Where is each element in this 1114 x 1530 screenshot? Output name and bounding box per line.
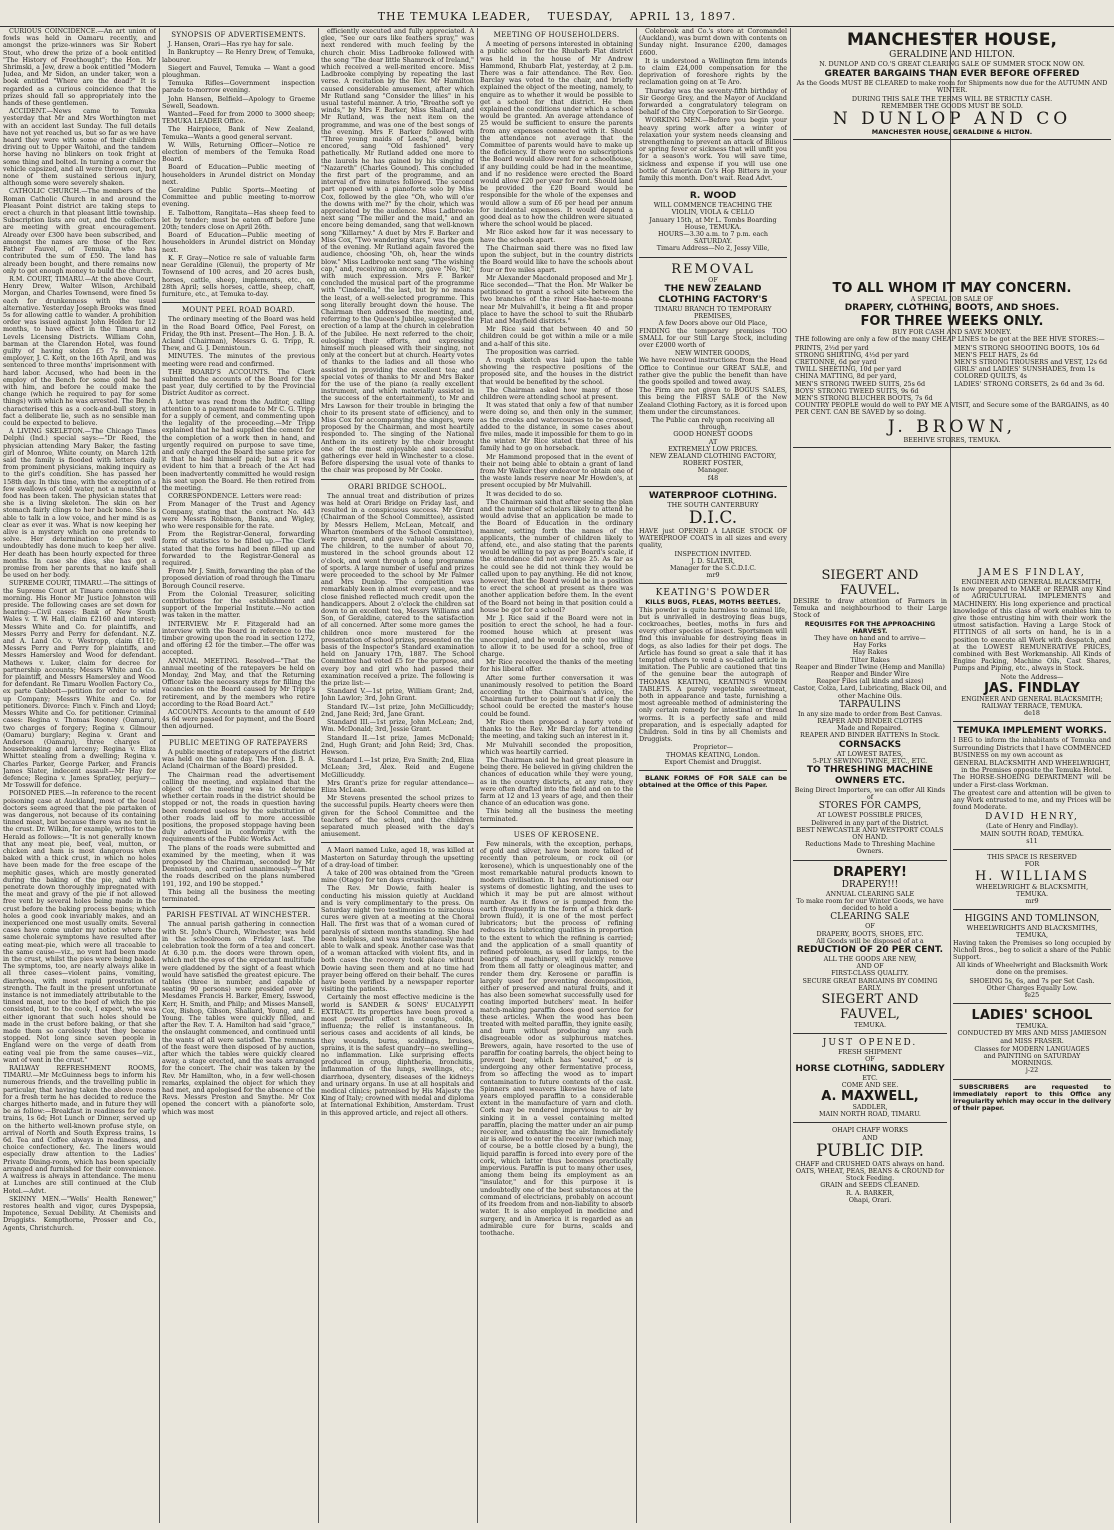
manchester-house-advert <box>793 28 1111 140</box>
implement-greatest: The greatest care and attention will be given to any Work entrusted to me, and my Prices will be found Moderate. <box>953 788 1111 812</box>
concern-intro: THE following are only a few of the many CHEAP LINES to be got at the BEE HIVE STORES:— <box>795 335 1105 344</box>
siegert-stores: STORES FOR CAMPS, <box>818 801 922 812</box>
wood-text: WILL COMMENCE TEACHING THE <box>653 201 773 210</box>
column-7 <box>953 568 1111 1523</box>
waterproof-south: THE SOUTH CANTERBURY <box>667 500 759 509</box>
drapery-title2: DRAPERY!!! <box>841 879 899 890</box>
removal-title: REMOVAL <box>671 261 755 277</box>
siegert-item: Hay Rakes <box>852 648 888 657</box>
masthead-title: THE TEMUKA LEADER, <box>377 10 532 23</box>
dunlop-sub: MANCHESTER HOUSE, GERALDINE & HILTON. <box>871 128 1033 137</box>
article-paragraph: A LIVING SKELETON.—The Chicago Times Delphi (Ind.) special says:—"Dr Reed, the physician attending Mary Baker, the fasting girl of Monroe, White county, on March 12th said the family is flooded with letters daily from prominent physicians, making inquiry as to the girl's condition. She has passed her 158th day. In this time, with the exception of a few swallows of cold water, not a mouthful of food has been taken. The physician states that she is a living skeleton. The skin on her stomach fairly clings to her back bone. She is able to talk in a low voice, and her mind is as clear as ever it was. What is now keeping her alive is a mystery which no one pretends to solve. Her determination to get well undoubtedly has done much to keep her alive. Her death has been hourly expected for three months. In case she dies, she has got a promise from her parents that no knife shall be used on her body. <box>3 427 156 580</box>
findlay-advert <box>953 568 1111 717</box>
synopsis-item: John Hansen, Belfield—Apology to Graeme Sewell, Seadown. <box>162 94 315 110</box>
drapery-new: ALL THE GOODS ARE NEW, <box>823 954 917 963</box>
removal-body2: We have received instructions from the Head Office to Continue our GREAT SALE, and rather give the public the benefit than have the goods spoiled and towed away. <box>639 356 787 386</box>
price-item: MEN'S STRONG SHOOTING BOOTS, 10s 6d <box>954 343 1100 352</box>
higgins-body: Having taken the Premises so long occupied by Nicholl Bros., beg to solicit a share of the Public Support. <box>953 938 1111 961</box>
synopsis-item: K. F. Gray—Notice re sale of valuable farm near Geraldine (Glenui), the property of Mr Townsend of 100 acres, and 20 acres bush, horses, cattle, sheep, implements, etc., on 28th April; sells horses, cattle, sheep, chaff, furniture, etc., at Temuka to-day. <box>162 253 315 298</box>
news-item: Thursday was the seventy-fifth birthday of Sir George Grey, and the Mayor of Auckland forwarded a congratulatory telegram on behalf of the City Corporation to Sir George. <box>639 86 787 117</box>
price-item: COLORED QUILTS, 4s <box>954 372 1027 381</box>
manchester-terms: DURING THIS SALE THE TERMS WILL BE STRICTLY CASH. <box>851 94 1053 103</box>
implement-name: DAVID HENRY, <box>985 812 1079 823</box>
removal-low: EXTREMELY LOW PRICES. <box>668 444 758 453</box>
concern-drapery: DRAPERY, CLOTHING, BOOTS, AND SHOES. <box>844 303 1060 314</box>
maxwell-just: JUST OPENED. <box>822 1038 918 1049</box>
higgins-code: fe25 <box>1024 990 1040 999</box>
article-paragraph: Mr Stevens presented the school prizes to the successful pupils. Hearty cheers were then given for the School Committee and the teachers of the school, and the children separated much pleased with the day's amusement. <box>321 794 474 839</box>
news-item: A take of 200 was obtained from the "Green mine (Otago) for ten days crushing. <box>321 868 474 885</box>
masthead <box>0 10 1114 23</box>
article-paragraph: A public meeting of ratepayers of the district was held on the same day. The Hon. J. B. A. Acland (Chairman of the Board) presided. <box>162 747 315 771</box>
reserved-text: THIS SPACE IS RESERVED <box>987 853 1077 862</box>
removal-public: The Public can rely upon receiving all through, <box>651 415 775 432</box>
school-painting: and PAINTING on SATURDAY <box>983 1051 1081 1060</box>
article-paragraph: The Chairman said there was no fixed law upon the subject, but in the country districts the Board would like to have the schools about four or five miles apart. <box>480 243 633 274</box>
removal-nz: NEW ZEALAND CLOTHING FACTORY, <box>649 451 777 460</box>
implement-body: I BEG to inform the inhabitants of Temuka and Surrounding Districts that I have COMMENCED BUSINESS on my own account as <box>953 736 1111 759</box>
school-title: LADIES' SCHOOL <box>971 1008 1093 1024</box>
dip-body: CHAFF and CRUSHED OATS always on hand. <box>795 1159 945 1168</box>
waterproof-inspection: INSPECTION INVITED. <box>674 549 752 558</box>
news-item: WORKING MEN.—Before you begin your heavy spring work after a winter of relaxation your system needs cleansing and strengthening to prevent an attack of Bilious or spring fever or sickness that will unfit you for a season's work. You will save time, sickness and expense if you will use one bottle of American Co's Hop Bitters in your family this month. Don't wait. Read Advt. <box>639 116 787 183</box>
school-advert <box>953 1008 1111 1074</box>
siegert-coal: BEST NEWCASTLE AND WESTPORT COALS ON HAND. <box>796 825 944 842</box>
wood-address: Timaru Address—No 2, Jessy Ville, <box>656 244 770 253</box>
article-paragraph: From Mr J. Smith, forwarding the plan of the proposed deviation of road through the Timaru Borough Council reserve. <box>162 567 315 590</box>
article-paragraph: Mr Mulvahill seconded the proposition, which was heartily carried. <box>480 740 633 756</box>
drapery-and: AND OF <box>856 962 884 971</box>
beehive-stores: BEEHIVE STORES, TEMUKA. <box>903 435 1001 444</box>
article-paragraph: From the Registrar-General, forwarding form of statistics to be filled up.—The Clerk stated that the forms had been filled up and forwarded to the Registrar-General as required. <box>162 530 315 568</box>
siegert-delivered: Delivered in any part of the District. <box>811 818 929 827</box>
drapery-title: DRAPERY! <box>833 864 907 880</box>
siegert-title: SIEGERT AND FAUVEL. <box>821 568 919 598</box>
article-paragraph: MINUTES. The minutes of the previous meeting were read and confirmed. <box>162 352 315 368</box>
waterproof-manager: Manager for the S.C.D.I.C. <box>669 563 757 572</box>
drapery-temuka: TEMUKA. <box>853 1020 887 1029</box>
siegert-hand: They have on hand and to arrive— <box>814 634 926 643</box>
article-paragraph: After some further conversation it was unanimously resolved to petition the Board according to the Chairman's advice, the Chairman further to point out that if only the school could be erected the master's house could be found. <box>480 673 633 718</box>
findlay-role: ENGINEER AND GENERAL BLACKSMITH, <box>961 578 1103 586</box>
removal-code: f48 <box>707 473 719 482</box>
removal-advert <box>639 262 787 482</box>
prize-list-item: Mrs Grant's prize for regular attendance—Eliza McLean. <box>321 778 474 794</box>
concern-country: COUNTRY PEOPLE would do well to PAY ME A VISIT, and Secure some of the BARGAINS, as 40 PER CENT. CAN BE SAVED by so doing. <box>795 401 1109 417</box>
waterproof-body: HAVE just OPENED A LARGE STOCK OF WATERPROOF COATS in all sizes and every quality, <box>639 526 787 550</box>
removal-of: OF <box>708 275 718 284</box>
synopsis-item: W. Wills, Returning Officer—Notice re election of members of the Temuka Road Board. <box>162 140 315 164</box>
column-3 <box>321 28 474 1523</box>
column-6 <box>793 28 1111 278</box>
article-paragraph: Mr Rice then proposed a hearty vote of thanks to the Rev. Mr Barclay for attending the meeting, and taking such an interest in it. <box>480 717 633 741</box>
wood-date: January 15th, at Mr L. Tombs Boarding House, TEMUKA. <box>649 215 777 231</box>
maxwell-fresh: FRESH SHIPMENT <box>838 1048 902 1057</box>
school-classes: Classes for MODERN LANGUAGES <box>974 1044 1090 1053</box>
manchester-sub: GERALDINE AND HILTON. <box>889 50 1015 60</box>
manchester-body: N. DUNLOP AND CO.'S GREAT CLEARING SALE OF SUMMER STOCK NOW ON. <box>819 60 1085 68</box>
siegert-body: DESIRE to draw attention of Farmers in Temuka and neighbourhood to their Large Stock of <box>793 597 947 620</box>
price-item: MEN'S FELT HATS, 2s 6d <box>954 350 1038 359</box>
williams-name: H. WILLIAMS <box>974 868 1090 884</box>
drapery-sf: SIEGERT AND FAUVEL, <box>821 991 919 1022</box>
article-paragraph: This being all the business the meeting terminated. <box>162 887 315 903</box>
article-paragraph: THE BOARD'S ACCOUNTS. The Clerk submitted the accounts of the Board for the past year, duly certified to by the Provincial District Auditor as correct. <box>162 367 315 398</box>
subscribers-notice: SUBSCRIBERS are requested to immediately report to this Office any irregularity which may occur in the delivery of their paper. <box>953 1082 1111 1113</box>
siegert-reduction: Reductions Made to Threshing Machine Owners. <box>805 840 935 856</box>
keating-sub: KILLS BUGS, FLEAS, MOTHS BEETLES. <box>645 598 781 607</box>
article-paragraph: RAILWAY REFRESHMENT ROOMS, TIMARU.—Mr McGuinness begs to inform his numerous friends, and the travelling public in particular, that having taken the above rooms for a fresh term he has decided to reduce the charges hitherto made, and in future they will be as follow:—Breakfast in readiness for early trains, 1s 6d; Hot Lunch or Dinner, served up on the hitherto well-known profuse style, on arrival of North and South Express trains, 1s 6d. Tea and Coffee always in readiness, and choice confectionery, &c. The liners would especially draw attention to the Ladies' Private Dining-room, which has been specially arranged and furnished for their convenience. A waitress is always in attendance. The menu at Lunches are still continued at the Club Hotel.—Advt. <box>3 1064 156 1195</box>
drapery-secure: SECURE GREAT BARGAINS BY COMING EARLY. <box>802 976 938 992</box>
column-5 <box>639 28 787 1523</box>
maxwell-name: A. MAXWELL, <box>821 1088 919 1104</box>
siegert-item: Reaper and Binder Wire <box>830 670 910 679</box>
column-2 <box>162 28 315 1523</box>
news-item: The Rev. Mr Dowie, faith healer is conducting his mission quietly at Auckland and is very complimentary to the press. On Saturday night two testimonies to miraculous cures were given at a meeting at the Choral Hall. The first was that of a woman cured of paralysis of sixteen months standing. She had been helpless, and was instantaneously made able to walk and speak. Another case was that of a woman attacked with violent fits, and in both cases the recovery took place without Dowie having seen them and at no time had prayer being offered on their behalf. The cures have been verified by a newspaper reporter visiting the patients. <box>321 884 474 994</box>
column-6-lower <box>793 568 947 1523</box>
section-heading: PARISH FESTIVAL AT WINCHESTER. <box>166 911 311 920</box>
article-paragraph: It was decided to do so. <box>486 489 563 498</box>
keating-export: Export Chemist and Druggist. <box>664 757 762 766</box>
prize-list-item: Standard III.—1st prize, John McLean; 2nd, Wm. McDonald; 3rd, Jessie Grant. <box>321 718 474 734</box>
article-paragraph: SUPREME COURT, TIMARU.—The sittings of the Supreme Court at Timaru commence this morning. His Honor Mr Justice Johnston will preside. The following cases are set down for hearing:—Civil cases: Bank of New South Wales v. T. W. Hall, claim £2160 and interest; Messrs White and Co. for plaintiffs, and Messrs Perry and Perry for defendant. N.Z. and A. Land Co. v. Westropp, claim £110; Messrs Perry and Perry for plaintiffs, and Messrs Hamersley and Wood for defendant. Mathews v. Luker, claim for decree for partnership accounts; Messrs White and Co. for plaintiff, and Messrs Hamersley and Wood for defendant. Re Timaru Woollen Factory Co., ex parte Gabbott—petition for order to wind up Company; Messrs White and Co. for petitioners. Divorce: Finch v. Finch and Lloyd; Messrs White and Co. for petitioner. Criminal cases: Regina v. Thomas Rooney (Oamaru), two charges of forgery; Regina v. Gilmour (Oamaru) burglary; Regina v. Grant and Anderson (Oamaru), three charges of housebreaking and larceny; Regina v. Eliza Whittet stealing from a dwelling; Regina v. Charles Parker, George Parker, and Francis James Slater, indecent assault—Mr Hay for defence; Regina v. James Spratley, perjury—Mr Tosswill for defence. <box>3 579 156 790</box>
dip-advert <box>793 1127 947 1204</box>
column-6-concern <box>793 278 1111 568</box>
removal-body: FINDING the temporary premises TOO SMALL for our Still Large Stock, including over £2000 worth of <box>639 326 787 349</box>
section-heading: MOUNT PEEL ROAD BOARD. <box>181 306 296 315</box>
article-paragraph: ACCOUNTS. Accounts to the amount of £49 4s 6d were passed for payment, and the Board then adjourned. <box>162 708 315 731</box>
removal-honest: GOOD HONEST GOODS <box>673 430 753 439</box>
williams-advert <box>953 854 1111 905</box>
prize-list-item: Standard I.—1st prize, Eva Smith; 2nd, Eliza McLean; 3rd, Alex. Reid and Eugene McGillicuddy. <box>321 756 474 779</box>
waterproof-title: WATERPROOF CLOTHING. <box>648 490 778 501</box>
article-paragraph: INTERVIEW. Mr F. Fitzgerald had an interview with the Board in reference to the timber growing upon the road in section 1272, and offering £2 for the timber.—The offer was accepted. <box>162 619 315 657</box>
drapery-annual: ANNUAL CLEARING SALE <box>825 889 915 898</box>
keating-title: KEATING'S POWDER <box>655 588 771 599</box>
article-paragraph: This being all the business the meeting terminated. <box>480 807 633 823</box>
findlay-head: JAMES FINDLAY, <box>978 568 1086 578</box>
article-paragraph: The ordinary meeting of the Board was held in the Road Board Office, Peel Forest, on Friday, the 9th inst. Present—The Hon. J. B. A. Acland (Chairman), Messrs G. G. Tripp, R. Thew, and G. J. Dennistoun. <box>162 315 315 353</box>
price-item: PRINTS, 2½d per yard <box>795 343 869 352</box>
price-item: LADIES' STRONG CORSETS, 2s 6d and 3s 6d. <box>954 379 1105 388</box>
waterproof-advert <box>639 491 787 580</box>
section-heading: MEETING OF HOUSEHOLDERS. <box>493 31 620 39</box>
article-paragraph: The Chairman read the advertisement calling the meeting, and explained that the object of the meeting was to determine whether certain roads in the district should be stopped or not, the roads in question having been rendered useless by the substitution of other roads laid off to more accessible positions, the proposed stoppage having been duly advertised in conformity with the requirements of the Public Works Act. <box>162 770 315 844</box>
article-paragraph: POISONED PIES.—In reference to the recent poisoning case at Auckland, most of the local doctors seem agreed that the pie partaken of was dangerous, not because of its containing tinned meat, but because there was no tent in the crust. Dr. Wilkin, for example, writes to the Herald as follows:—"It is not generally known that any meat pie, beef, veal, mutton, or chicken and ham is most dangerous when baked with a thick crust, in which no holes have been made for the free escape of the mephitic gases, which are mostly generated during the baking of the pie, and which penetrate down thoroughly impregnated with the meat and gravy of the pie if not allowed free vent by several holes being made in the crust before the baking process begins; which holes a good cook invariably makes, and an inexperienced one most usually omits. Several cases have come under my notice where the same choleraic symptoms have resulted after eating meat-pie, which were all traceable to the same cause—viz., no vent had been made in the crust, whilst the pies were being baked. The symptoms, too, are nearly always alike in all three cases—violent pains, vomiting, diarrhoea, with most rapid prostration of strength. The fault in the present unfortunate instance is not immediately attributable to the tinned meat, nor to the beef of which the pie consisted, but to the cook, I expect, who was either ignorant that such holes should be made in the crust before baking, or that she made them so carelessly that they became stopped. Not long since seven people in England were on the verge of death from eating veal pie from the same causes—viz., want of vent in the crust." <box>3 789 156 1064</box>
manchester-title: MANCHESTER HOUSE, <box>847 30 1057 50</box>
higgins-title: HIGGINS AND TOMLINSON, <box>964 914 1100 925</box>
synopsis-item: J. Hansen, Orari—Has rye hay for sale. <box>168 40 294 49</box>
column-1 <box>3 28 156 1523</box>
dip-title: PUBLIC DIP. <box>815 1140 925 1161</box>
prize-list-item: Standard V.—1st prize, William Grant; 2nd, John Lawlor; 3rd, John Grant. <box>321 687 474 703</box>
masthead-rule <box>0 26 1114 27</box>
masthead-date: APRIL 13, 1897. <box>630 10 737 23</box>
siegert-tarpaulins: TARPAULINS <box>839 699 901 710</box>
brown-name: J. BROWN, <box>887 416 1017 437</box>
blank-forms-notice: BLANK FORMS OF FOR SALE can be obtained at the Office of this Paper. <box>639 774 787 790</box>
maxwell-of: OF <box>865 1055 875 1064</box>
removal-manager: Manager. <box>697 466 729 475</box>
implement-general: GENERAL BLACKSMITH AND WHEELWRIGHT, <box>953 759 1111 768</box>
synopsis-item: E. Talbottom, Rangitata—Has sheep feed to let by tender; must be eaten off before June 20th; tenders close on April 26th. <box>162 208 315 232</box>
implement-advert <box>953 726 1111 845</box>
article-paragraph: SKINNY MEN.—"Wells' Health Renewer," restores health and vigor, cures Dyspepsia, Impotence, Sexual Debility. At Chemists and Druggists. Kempthorne, Prosser and Co., Agents, Christchurch. <box>3 1194 156 1232</box>
article-paragraph: Mr J. Rice said if the Board were not in position to erect the school, he had a four-roomed house which at present was unoccupied, and he would be only too willing to allow it to be used for a school, free of charge. <box>480 614 633 659</box>
synopsis-item: Temuka Rifles—Government inspection parade to-morrow evening. <box>162 79 315 95</box>
drapery-all: All Goods will be disposed of at a <box>816 936 924 945</box>
siegert-cornsacks: CORNSACKS <box>838 739 902 750</box>
article-paragraph: ANNUAL MEETING. Resolved—"That the annual meeting of the ratepayers be held on Monday, 2nd May, and that the Returning Officer take the necessary steps for filling the vacancies on the Board caused by Mr Tripp's retirement, and by the members who retire according to the Road Board Act." <box>162 656 315 708</box>
siegert-cloths: REAPER AND BINDER CLOTHS <box>817 717 923 726</box>
siegert-twine: 5-PLY SEWING TWINE, ETC., ETC. <box>812 756 928 765</box>
siegert-advert <box>793 568 947 856</box>
dip-grain: GRAIN and SEEDS CLEANED. <box>820 1181 920 1190</box>
higgins-work: All kinds of Wheelwright and Blacksmith Work done on the premises. <box>956 961 1108 977</box>
article-paragraph: The plans of the roads were submitted and examined by the meeting, when it was proposed by the Chairman, seconded by Mr Dennistoun, and carried unanimously—"That the roads described on the plans numbered 191, 192, and 190 be stopped." <box>162 843 315 888</box>
section-heading: PUBLIC MEETING OF RATEPAYERS <box>169 738 308 747</box>
findlay-role2: ENGINEER AND GENERAL BLACKSMITH; <box>961 694 1103 703</box>
waterproof-code: mr9 <box>706 571 720 580</box>
price-item: MEN'S STRONG TROUSERS and VEST, 12s 6d <box>954 358 1108 367</box>
higgins-shoeing: SHOEING 5s, 6s, and 7s per Set Cash. <box>969 976 1095 985</box>
dip-place: Ohapi, Orari. <box>848 1195 892 1204</box>
article-paragraph: The proposition was carried. <box>486 347 580 356</box>
dunlop-name: N DUNLOP AND CO <box>832 109 1072 130</box>
article-paragraph: CORRESPONDENCE. Letters were read: <box>168 492 302 501</box>
article-paragraph: Mr Rice said that between 40 and 50 children could be got within a mile or a mile and a-half of this site. <box>480 325 633 348</box>
siegert-low2: AT LOWEST POSSIBLE PRICES, <box>817 811 923 820</box>
dip-and: AND <box>862 1133 878 1142</box>
article-paragraph: Mr Alexander Macdonald proposed and Mr J. Rice seconded—"That the Hon. Mr Walker be petitioned to grant a school site between the two branches of the river Hae-hae-te-moana near Mr Mulvahill's, it being a fit and proper place to have the school to suit the Rhubarb Flat and Mayfield districts." <box>480 273 633 325</box>
synopsis-item: Wanted—Feed for from 2000 to 3000 sheep; TEMUKA LEADER Office. <box>162 110 315 126</box>
higgins-advert <box>953 914 1111 999</box>
keating-body: This powder is quite harmless to animal life, but is unrivalled in destroying fleas bugs, cockroaches, beetles, moths in furs and every other species of insect. Sportsmen will find this invaluable for destroying fleas in dogs, as also ladies for their pet dogs. The Article has found so great a sale that it has tempted others to vend a so-called article in imitation. The Public are cautioned that tins of the genuine bear the autograph of THOMAS KEATING, KEATING'S WORM TABLETS. A purely vegetable sweetmeat, both in appearance and taste, furnishing a most agreeable method of administering the only certain remedy for intestinal or thread worms. It is a perfectly safe and mild preparation, and is especially adapted for Children. Sold in tins by all Chemists and Druggists. <box>639 605 787 744</box>
drapery-reduction: REDUCTION OF 20 PER CENT. <box>796 944 944 955</box>
article-paragraph: efficiently executed and fully appreciated. A glee, "See our oars like feathers spray," was next rendered with much feeling by the church choir. Miss Ladbrooke followed with the song "The dear little Shamrock of Ireland," which received a well-merited encore. Miss Ladbrooke complying by repeating the last verse. A recitation by the Rev. Mr Hamilton caused considerable amusement, after which Mr Rutland sang "Consider the lilies" in his usual tasteful manner. A trio, "Breathe soft ye winds," by Mrs F. Barker, Miss Shallard, and Mr Rutland, was the next item on the programme, and was one of the best songs of the evening. Mrs F. Barker followed with "Three young maids of Leeds," and, being encored, sang "Old fashioned" very pathetically. Mr Rutland added one more to the laurels he has gained by his singing of "Nazareth" (Charles Gounod). This concluded the first part of the programme, and an interval of five minutes followed. The second part opened with a pianoforte solo by Miss Cox, followed by the glee "Oh, who will o'er the downs with me?" by the choir, which was appreciated by the audience. Miss Ladbrooke next sang "The miller and the maid," and an encore being demanded, sang that well-known song "Killarney." A duet by Mrs F. Barker and Miss Cox, "Two wandering stars," was the gem of the evening. Mr Rutland again favored the audience, choosing "Oh, oh, hear the winds blow." Miss Ladbrooke next sang "The wishing cap," and, receiving an encore, gave "No, Sir," with much expression. Mrs F. Barker concluded the musical part of the programme with "Cinderella," the last, but by no means the least, of a well-selected programme. This song literally brought down the house. The Chairman then addressed the meeting, and, referring to the Queen's Jubilee, suggested the erection of a lamp at the church in celebration of the Jubilee. He next referred to the choir, eulogising their efforts, and expressing himself much pleased with their singing, not only at the concert but at church. Hearty votes of thanks to the ladies and all those who assisted in providing the excellent tea; and special votes of thanks to Mr and Mrs Baker for the use of the piano (a really excellent instrument, and which materially assisted in the success of the entertainment), to Mr and Mrs Lawson for their trouble in bringing the choir to its present state of efficiency, and to Miss Cox for accompanying the singers, were proposed by the Chairman, and most heartily responded to. The singing of the National Anthem in its entirety by the choir brought one of the most enjoyable and successful gatherings ever held in Winchester to a close. Before dispersing the usual vote of thanks to the chair was proposed by Mr Cooke. <box>321 28 474 475</box>
article-paragraph: From Manager of the Trust and Agency Company, stating that the contract No. 443 were Messrs Robinson, Banks, and Wigley, who were responsible for the rate. <box>162 500 315 530</box>
siegert-item: Castor, Colza, Lard, Lubricating, Black Oil, and other Machine Oils. <box>793 684 947 700</box>
news-item: Colebrook and Co.'s store at Coromandel (Auckland), was burnt down with contents on Sunday night. Insurance £200, damages £600. <box>639 28 787 57</box>
removal-branch: TIMARU BRANCH TO TEMPORARY PREMISES, <box>654 304 772 321</box>
school-place: TEMUKA. <box>1015 1022 1049 1031</box>
section-heading: SYNOPSIS OF ADVERTISEMENTS. <box>171 31 306 39</box>
masthead-day: TUESDAY, <box>547 10 614 23</box>
siegert-requisites: REQUISITES FOR THE APPROACHING HARVEST. <box>804 619 936 635</box>
article-paragraph: The Chairman asked how many of those children were attending school at present. <box>480 385 633 401</box>
news-item: It is understood a Wellington firm intends to claim £24,000 compensation for the deprivation of foreshore rights by the reclamation going on at Te Aro. <box>639 56 787 87</box>
drapery-of: OF <box>865 922 875 931</box>
price-item: MEN'S STRONG BLUCHER BOOTS, 7s 6d <box>795 394 933 403</box>
price-item: CHINA MATTING, 8d per yard, <box>795 372 897 381</box>
siegert-item: Reaper Files (all kinds and sizes) <box>816 677 924 686</box>
siegert-item: Tilter Rakes <box>850 655 890 664</box>
findlay-addr: RAILWAY TERRACE, TEMUKA. <box>981 702 1083 711</box>
concern-buy: BUY FOR CASH AND SAVE MONEY. <box>892 328 1012 337</box>
keating-advert <box>639 588 787 766</box>
article-paragraph: R.M. COURT, TIMARU.—At the above Court, Henry Drew, Walter Wilson, Archibald Morgan, and Charles Townsend, were fined 5s each for drunkenness with the usual alternative. Yesterday Joseph Brooks was fined 5s for allowing cattle to wander. A prohibition order was issued against John Holden for 12 months, to have effect in the Timaru and Levels Licensing Districts. William Cohn, barman at the Clarendon Hotel, was found guilty of having stolen £5 7s from his employer, J. C. Kett, on the 16th April, and was sentenced to three months' imprisonment with hard labor. Accused, who had been in the employ of the Bench for some gold he had with him, and before he could make the change (which he required to pay for some things) with which he was arrested. The Bench characterised this as a cock-and-bull story, in fact a deliberate lie, such as no sensible man could be expected to believe. <box>3 274 156 427</box>
findlay-name: JAS. FINDLAY <box>984 680 1080 696</box>
keating-proprietor: Proprietor— <box>692 743 734 752</box>
removal-location: A few Doors above our Old Place, <box>658 319 768 328</box>
williams-code: mr9 <box>1025 896 1039 905</box>
drapery-advert <box>793 865 947 1029</box>
wood-name: R. WOOD <box>689 191 737 202</box>
synopsis-item: Geraldine Public Sports—Meeting of Committee and public meeting to-morrow evening. <box>162 186 315 209</box>
price-item: CRETONNE, 6d per yard <box>795 358 877 367</box>
synopsis-item: The Hairpiece, Bank of New Zealand, Temuka—Wants a good general servant. <box>162 125 315 141</box>
synopsis-item: Board of Education—Public meeting of householders in Arundel district on Monday next. <box>162 231 315 254</box>
article-paragraph: The annual treat and distribution of prizes was held at Orari Bridge on Friday last, and resulted in a conspicuous success. Mr Grant (Chairman of the School Committee), assisted by Messrs Hellem, McLean, Metcalf, and Wharton (members of the School Committee), were present, and gave valuable assistance. The children, to the number of about 70, mustered in the school grounds about 12 o'clock, and went through a long programme of sports. A large number of useful and prizes were proceeded to the school by Mr Palmer and Mrs Dunlop. The competition was remarkably keen in almost every case, and the close finished reflected much credit upon the handicappers. About 2 o'clock the children sat down to an excellent tea, Messrs Williams and Son, of Geraldine, catered to the satisfaction of all concerned. After some more games the children once more mustered for the presentation of school prizes, presented on the basis of the Inspector's Standard examination held on January 17th, 1887. The School Committee had voted £5 for the purpose, and every boy and girl who had passed their examination received a prize. The following is the prize list:— <box>321 491 474 688</box>
drapery-items: DRAPERY, BOOTS, SHOES, ETC. <box>816 929 924 938</box>
column-4 <box>480 28 633 1523</box>
williams-role: WHEELWRIGHT & BLACKSMITH, <box>975 882 1089 891</box>
maxwell-horse: HORSE CLOTHING, SADDLERY <box>795 1063 945 1074</box>
concern-advert <box>793 278 1111 448</box>
siegert-tarp-body: In any size made to order from Best Canvas. <box>797 709 943 718</box>
siegert-lowest: AT LOWEST RATES, <box>836 749 904 758</box>
article-paragraph: It was stated that only a few of that number were doing so, and then only in the summer, as the creeks and watercourses to be crossed, added to the distance, in some cases about five miles, made it impossible for them to go in the winter. Mr Rice stated that three of his family had to go on horseback. <box>480 401 633 453</box>
manchester-remember: REMEMBER THE GOODS MUST BE SOLD. <box>881 101 1023 110</box>
siegert-cloths2: Made and Repaired. <box>837 724 903 733</box>
siegert-item: Reaper and Binder Twine (Hemp and Manilla) <box>795 662 945 671</box>
prize-list-item: Standard II.—1st prize, James McDonald; 2nd, Hugh Grant; and John Reid; 3rd, Chas. Hewson. <box>321 733 474 756</box>
manchester-body2: As the Goods MUST BE CLEARED to make room for Shipments now due for the AUTUMN AND WINTER. <box>796 79 1108 95</box>
price-item: MEN'S STRONG TWEED SUITS, 25s 6d <box>795 379 926 388</box>
maxwell-advert <box>793 1038 947 1118</box>
implement-horse: The HORSE-SHOEING DEPARTMENT will be under a First-class Workman. <box>953 773 1111 789</box>
article-paragraph: Mr Rice asked how far it was necessary to have the schools apart. <box>480 228 633 244</box>
williams-place: TEMUKA. <box>1015 889 1049 898</box>
keating-name: THOMAS KEATING, London. <box>666 750 760 759</box>
siegert-threshing: TO THRESHING MACHINE OWNERS ETC. <box>806 765 934 787</box>
article-paragraph: Few minerals, with the exception, perhaps, of gold and silver, have been more talked of recently than petroleum, or rock oil (or kerosene), which is unquestionably one of the most remarkable natural products known to modern civilisation. It has revolutionised our systems of domestic lighting, and the uses to which it may be put are almost without number. As it flows or is pumped from the earth (frequently in the form of a thick dark-brown fluid), it is one of the most perfect lubricators; but the process of refining reduces its lubricating qualities in proportion to the extent to which the refining is carried; and the application of a small quantity of refined petroleum, as used for lamps, to the bearings of machinery, will quickly remove from them all fatty or oleaginous matter, and render them dry. Kerosene or paraffin is largely used for preventing decomposition, either of preserved and natural fruits, and it has also been somewhat successfully used for coating imported butchers' meat. In heifer match-making paraffin does good service for these articles. When the wood has been treated with melted paraffin, they ignite easily, and burn without producing any such disagreeable odor as sulphurous matches. Brewers, again, have resorted to the use of paraffin for coating barrels, the object being to prevent beer, which has "soured," or is undergoing any other fermentative process, from so affecting the wood as to impart contamination to future contents of the cask. Spinners and weavers likewise have of late years employed paraffin to a considerable extent in the manufacture of yarn and cloth. Cork may be rendered impervious to air by sinking it in a vessel containing melted paraffin, placing the matter under an air pump receiver, and exhausting the air. Immediately air is allowed to enter the receiver (which may, of course, be a bottle closed by a bung), the liquid paraffin is forced into every pore of the cork, which latter thus becomes practically impervious. Paraffin is put to many other uses, among them being its employment as an "insulator," and for this purpose it is undoubtedly one of the best substances at the command of electricians, probably on account of its freedom from and non-liability to absorb water. It is also employed in medicine and surgery, and in America it is regarded as an admirable cure for burns, scalds and toothache. <box>480 839 633 1237</box>
section-heading: USES OF KEROSENE. <box>513 830 600 839</box>
siegert-direct: Being Direct Importers, we can offer All Kinds of <box>794 786 946 802</box>
implement-title: TEMUKA IMPLEMENT WORKS. <box>957 726 1107 737</box>
implement-premises: in the Premises opposite the Temuka Hotel. <box>961 766 1103 775</box>
synopsis-item: Board of Education—Public meeting of householders in Arundel district on Monday next. <box>162 163 315 186</box>
price-item: STRONG SHIRTING, 4½d per yard <box>795 350 909 359</box>
school-mornings: MORNINGS. <box>1011 1059 1053 1068</box>
implement-late: (Late of Henry and Findlay). <box>985 822 1079 831</box>
maxwell-addr: MAIN NORTH ROAD, TIMARU. <box>819 1110 921 1119</box>
article-paragraph: CATHOLIC CHURCH.—The members of the Roman Catholic Church in and around the Pleasant Point district are taking steps to erect a church in that pleasant little township. Subscription lists are out, and the collectors are meeting with great encouragement. Already over £300 have been subscribed, and amongst the names are those of the Rev. Father Fauvel, of Temuka, who has contributed the sum of £50. The land has already been bought, and there remains now only to get enough money to build the church. <box>3 187 156 275</box>
article-paragraph: Mr Hammond proposed that in the event of their not being able to obtain a grant of land from Mr Walker they endeavor to obtain one of the waste lands reserve near Mr Howden's, at present occupied by Mr Mulvahill. <box>480 452 633 490</box>
findlay-body: Is now prepared to MAKE or REPAIR any Kind of AGRICULTURAL IMPLEMENTS and MACHINERY. His long experience and practical knowledge of this class of work enables him to give those entrusting him with their work the utmost satisfaction. Having a Large Stock of FITTINGS of all sorts on hand, he is in a position to execute all Work with despatch, and at the LOWEST REMUNERATIVE PRICES, combined with Best Workmanship. All Kinds of Engine Packing, Machine Oils, Cast Shares, Pumps and Piping, etc., always in Stock. <box>953 585 1111 673</box>
siegert-item: Hay Forks <box>853 641 887 650</box>
manchester-bargains: GREATER BARGAINS THAN EVER BEFORE OFFERED <box>824 69 1080 80</box>
wood-instruments: VIOLIN, VIOLA & CELLO <box>671 208 755 217</box>
drapery-clear: CLEARING SALE <box>830 912 910 923</box>
news-item: A Maori named Luke, aged 18, was killed at Masterton on Saturday through the upsetting of a dray-load of timber. <box>321 846 474 869</box>
higgins-role: WHEELWRIGHTS AND BLACKSMITHS, TEMUKA, <box>966 924 1098 940</box>
news-item: Certainly the most effective medicine is the world is SANDER & SONS' EUCALYPTI EXTRACT. Its properties have been proved a most powerful effect in coughs, colds, influenza; the relief is instantaneous. In serious cases and accidents of all kinds, be they wounds, burns, scaldings, bruises, sprains, it is the safest quandry—no swelling—no inflammation. Like surprising effects produced in croup, diphtheria, bronchitis, inflammation of the lungs, swellings, etc.; diarrhoea, dysentery, diseases of the kidneys and urinary organs. In use at all hospitals and medical clinics; patronised by His Majesty the King of Italy; crowned with medal and diploma at International Exhibition, Amsterdam. Trust in this approved article, and reject all others. <box>321 993 474 1117</box>
maxwell-etc: ETC. <box>862 1073 878 1082</box>
price-item: TWILL SHEETING, 10d per yard <box>795 365 902 374</box>
price-item: BOYS' STRONG TWEED SUITS, 9s 6d <box>795 386 919 395</box>
school-code: j-22 <box>1025 1066 1039 1075</box>
wood-advert <box>639 191 787 252</box>
article-paragraph: From the Colonial Treasurer, soliciting contributions for the establishment and support of the Imperial Institute.—No action was taken in the matter. <box>162 589 315 620</box>
article-paragraph: Mr Rice received the thanks of the meeting for his liberal offer. <box>480 658 633 674</box>
concern-weeks: FOR THREE WEEKS ONLY. <box>860 314 1044 330</box>
reserved-for: FOR <box>1024 860 1040 869</box>
concern-special: A SPECIAL JOB SALE OF <box>910 295 994 303</box>
prize-list-item: Standard IV.—1st prize, John McGillicuddy; 2nd, Jane Reid; 3rd, Jane Grant. <box>321 702 474 718</box>
waterproof-dic: D.I.C. <box>688 507 738 528</box>
article-paragraph: A rough sketch was laid upon the table showing the respective positions of the proposed site, and the houses in the district that would be benefited by the school. <box>480 355 633 386</box>
article-paragraph: ACCIDENT.—News came to Temuka yesterday that Mr and Mrs Worthington met with an accident last Sunday. The full details have not yet reached us, but so far as we have heard they were with some of their children driving out to Upper Waitohi, and the tandem horse having no blinkers on took fright at some thing and bolted. In turning a corner the vehicle capsized, and all were thrown out, but none of them sustained serious injury, although some were severely shaken. <box>3 107 156 188</box>
dip-name: R. A. BARKER, <box>846 1188 894 1197</box>
findlay-code: de18 <box>1023 709 1040 718</box>
wood-hours: HOURS—3.30 a.m. to 7 p.m. each SATURDAY. <box>657 230 769 246</box>
synopsis-item: Siegert and Fauvel, Temuka — Want a good ploughman. <box>162 63 315 80</box>
removal-body3: The Firm are not given to BOGUS SALES, this being the FIRST SALE of the New Zealand Clothing Factory, as it is forced upon them under the circumstances. <box>639 386 787 416</box>
article-paragraph: A letter was read from the Auditor, calling attention to a payment made to Mr C. G. Tripp for a supply of cement, and commenting upon the legality of the proceeding.—Mr Tripp explained that he had supplied the cement for the completion of a work then in hand, and urgently required on purpose to save time, and only charged the Board the same price for it that he had himself paid; but as it was evident to him that a breach of the Act had been inadvertently committed he would resign his seat upon the Board. He then retired from the meeting. <box>162 397 315 492</box>
dip-ohapi: OHAPI CHAFF WORKS <box>831 1126 909 1135</box>
siegert-battens: REAPER AND BINDER BATTENS In Stock. <box>800 731 940 740</box>
drapery-body: To make room for our Winter Goods, we have decided to hold a <box>796 896 944 913</box>
findlay-note: Note the Address— <box>1000 672 1064 681</box>
implement-addr: MAIN SOUTH ROAD, TEMUKA. <box>980 829 1084 838</box>
removal-goods: NEW WINTER GOODS, <box>674 349 752 358</box>
removal-firm: THE NEW ZEALAND CLOTHING FACTORY'S <box>658 283 768 305</box>
waterproof-slater: J. D. SLATER, <box>691 556 735 565</box>
concern-list-right <box>954 345 1109 403</box>
maxwell-come: COME AND SEE. <box>841 1080 899 1089</box>
synopsis-item: In Bankruptcy — Re Henry Drew, of Temuka, labourer. <box>162 48 315 64</box>
article-paragraph: The annual parish gathering in connection with St. John's Church, Winchester, was held in the schoolroom on Friday last. The celebration took the form of a tea and concert. At 6.30 p.m. the doors were thrown open, which met the eyes of the expectant multitude were gladdened by the sight of a feast which would have satisfied the greatest epicure. The tables (three in number, and capable of seating 90 persons) were presided over by Mesdames Francis H. Barker, Emery, Isswood, Kerr, H. Smith, and Philp; and Misses Mansell, Cox, Bishop, Gibson, Shallard, Young, and E. Young. The tables were quickly filled, and after the Rev. T. A. Hamilton had said "grace," the onslaught commenced, and continued until the wants of all were satisfied. The remnants of the feast were then disposed of by auction, after which the tables were quickly cleared away, a stage erected, and the seats arranged for the concert. The chair was taken by the Rev. Mr Hamilton, who, in a few well-chosen remarks, explained the object for which they had met, and apologised for the absence of the Revs. Messrs Preston and Smythe. Mr Cox opened the concert with a pianoforte solo, which was most <box>162 920 315 1116</box>
dip-oats: OATS, WHEAT, PEAS, BEANS & CROUND for Stock Feeding. <box>795 1166 945 1183</box>
school-body: CONDUCTED BY MRS AND MISS JAMIESON and MISS FRASER. <box>957 1029 1107 1045</box>
section-heading: ORARI BRIDGE SCHOOL. <box>348 482 447 491</box>
higgins-other: Other Charges Equally Low. <box>986 983 1078 992</box>
concern-list-left <box>795 345 950 403</box>
article-paragraph: A meeting of persons interested in obtaining a public school for the Rhubarb Flat district was held in the house of Mr Andrew Hammond, Rhubarb Flat, yesterday, at 2 p.m. There was a fair attendance. The Rev. Geo. Barclay was voted to the chair, and briefly explained the object of the meeting, namely, to enquire as to whether it would be possible to get a school for that district. He then explained the conditions under which a school would be granted. An average attendance of 25 would be sufficient to ensure the parents from any expenses connected with it. Should the attendance not average that the Committee of parents would have to make up the deficiency. If there were no subscriptions the Board would allow rent for a schoolhouse, if any building could be had in the meantime, and if no residence were erected the Board would allow £20 per year for rent. Should land be provided the £20 Board would be responsible for the whole of the expenses and would allow a sum of £6 per head per annum for incidental expenses. It would depend a good deal as to how the children were situated where the school would be placed. <box>480 40 633 229</box>
drapery-first: FIRST-CLASS QUALITY. <box>831 969 909 978</box>
implement-code: s11 <box>1026 836 1038 845</box>
price-item: GIRLS' and LADIES' SUNSHADES, from 1s <box>954 365 1095 374</box>
concern-title: TO ALL WHOM IT MAY CONCERN. <box>832 281 1072 296</box>
removal-foster: ROBERT FOSTER, <box>682 459 744 468</box>
removal-at: AT <box>708 437 718 446</box>
article-paragraph: CURIOUS COINCIDENCE.—An art union of fowls was held in Oamaru recently, and amongst the prize-winners was Sir Robert Stout, who drew the prize of a book entitled "The History of Freethought"; the Hon. Mr Shrimski, a Jew, drew a book entitled "Modern Judea, and Mr Sidon, an under taker, won a book entitled "Where are the dead?" It is regarded as a curious coincidence that the prizes should fall so appropriately into the hands of these gentlemen. <box>3 28 156 108</box>
maxwell-saddler: SADDLER, <box>852 1102 888 1111</box>
article-paragraph: The Chairman said that after seeing the plan and the number of scholars likely to attend he would advise that an application be made to the Board of Education in the ordinary manner, setting forth the names of the applicants, the number of children likely to attend, etc., and also stating that the parents would be willing to pay as per Board's scale, if the attendance did not average 25. As far as he could see he did not think they would be called upon to pay anything. He did not know, however, that the Board would be in a position to erect the school at present as there was another application before them. In the event of the Board not being in that position could a house be got for a school? <box>480 497 633 614</box>
article-paragraph: The Chairman said he had great pleasure in being there. He believed in giving children the chances of education while they were young, as in the country districts, at any rate, they were often drafted into the field and on to the farm at 12 and 13 years of age, and then their chance of an education was gone. <box>480 755 633 808</box>
